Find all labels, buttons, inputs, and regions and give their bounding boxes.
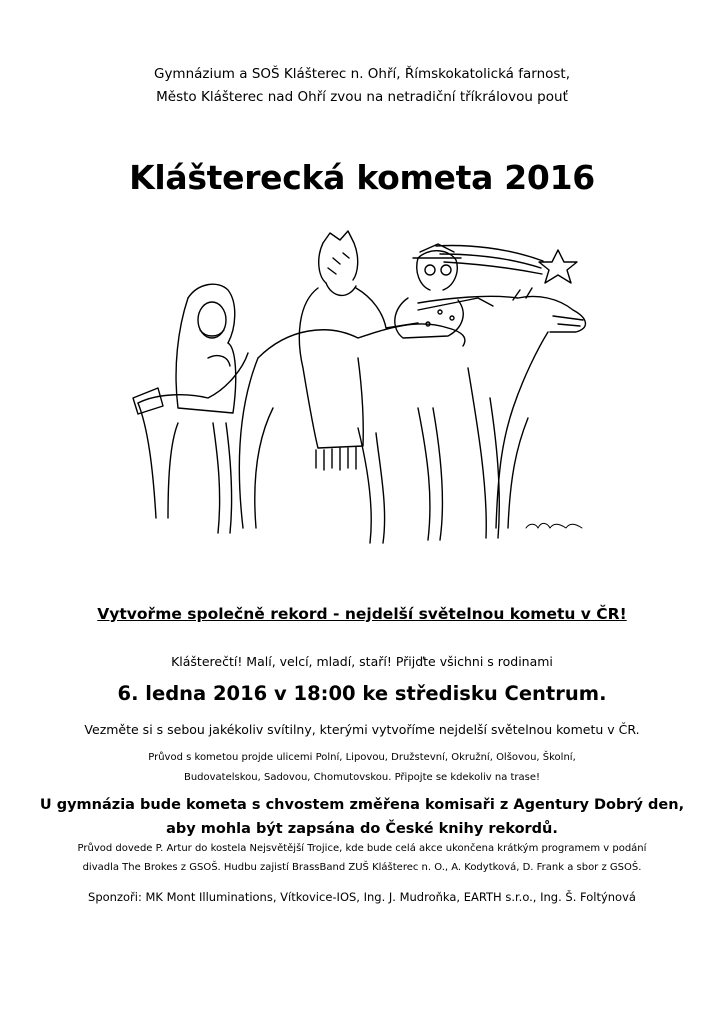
measurement-text (0, 793, 724, 841)
route-text (0, 748, 724, 788)
route-line-2: Budovatelskou, Sadovou, Chomutovskou. Připojte se kdekoliv na trase! (183, 772, 541, 783)
intro-text (0, 63, 724, 109)
program-line-2: divadla The Brokes z GSOŠ. Hudbu zajistí BrassBand ZUŠ Klášterec n. O., A. Kodytková, D. Frank a sbor z GSOŠ. (82, 862, 642, 873)
camel-left (133, 353, 248, 533)
invite-text: Klášterečtí! Malí, velcí, mladí, staří! Přijďte všichni s rodinami (171, 654, 553, 669)
slogan: Vytvořme společně rekord - nejdelší světelnou kometu v ČR! (97, 605, 627, 623)
intro-line-2: Město Klášterec nad Ohří zvou na netradiční tříkrálovou pouť (156, 89, 568, 105)
king-left (176, 284, 236, 413)
route-line-1: Průvod s kometou projde ulicemi Polní, Lipovou, Družstevní, Okružní, Olšovou, Školní, (148, 752, 576, 763)
program-line-1: Průvod dovede P. Artur do kostela Nejsvětější Trojice, kde bude celá akce ukončena krátkým programem v podání (77, 843, 647, 854)
sponsors-text: Sponzoři: MK Mont Illuminations, Vítkovice-IOS, Ing. J. Mudroňka, EARTH s.r.o., Ing. Š. Foltýnová (88, 890, 636, 904)
artist-signature (526, 523, 582, 528)
three-kings-illustration (118, 228, 608, 558)
camel-middle (239, 324, 465, 543)
intro-line-1: Gymnázium a SOŠ Klášterec n. Ohří, Římskokatolická farnost, (153, 66, 571, 82)
event-date-place: 6. ledna 2016 v 18:00 ke středisku Centrum. (117, 682, 607, 705)
bring-lights-text: Vezměte si s sebou jakékoliv svítilny, kterými vytvoříme nejdelší světelnou kometu v ČR. (84, 722, 640, 737)
king-middle (299, 231, 418, 470)
measurement-line-2: aby mohla být zapsána do České knihy rekordů. (166, 821, 558, 837)
measurement-line-1: U gymnázia bude kometa s chvostem změřena komisaři z Agentury Dobrý den, (39, 797, 685, 813)
poster-title: Klášterecká kometa 2016 (129, 158, 595, 197)
program-text (0, 839, 724, 877)
